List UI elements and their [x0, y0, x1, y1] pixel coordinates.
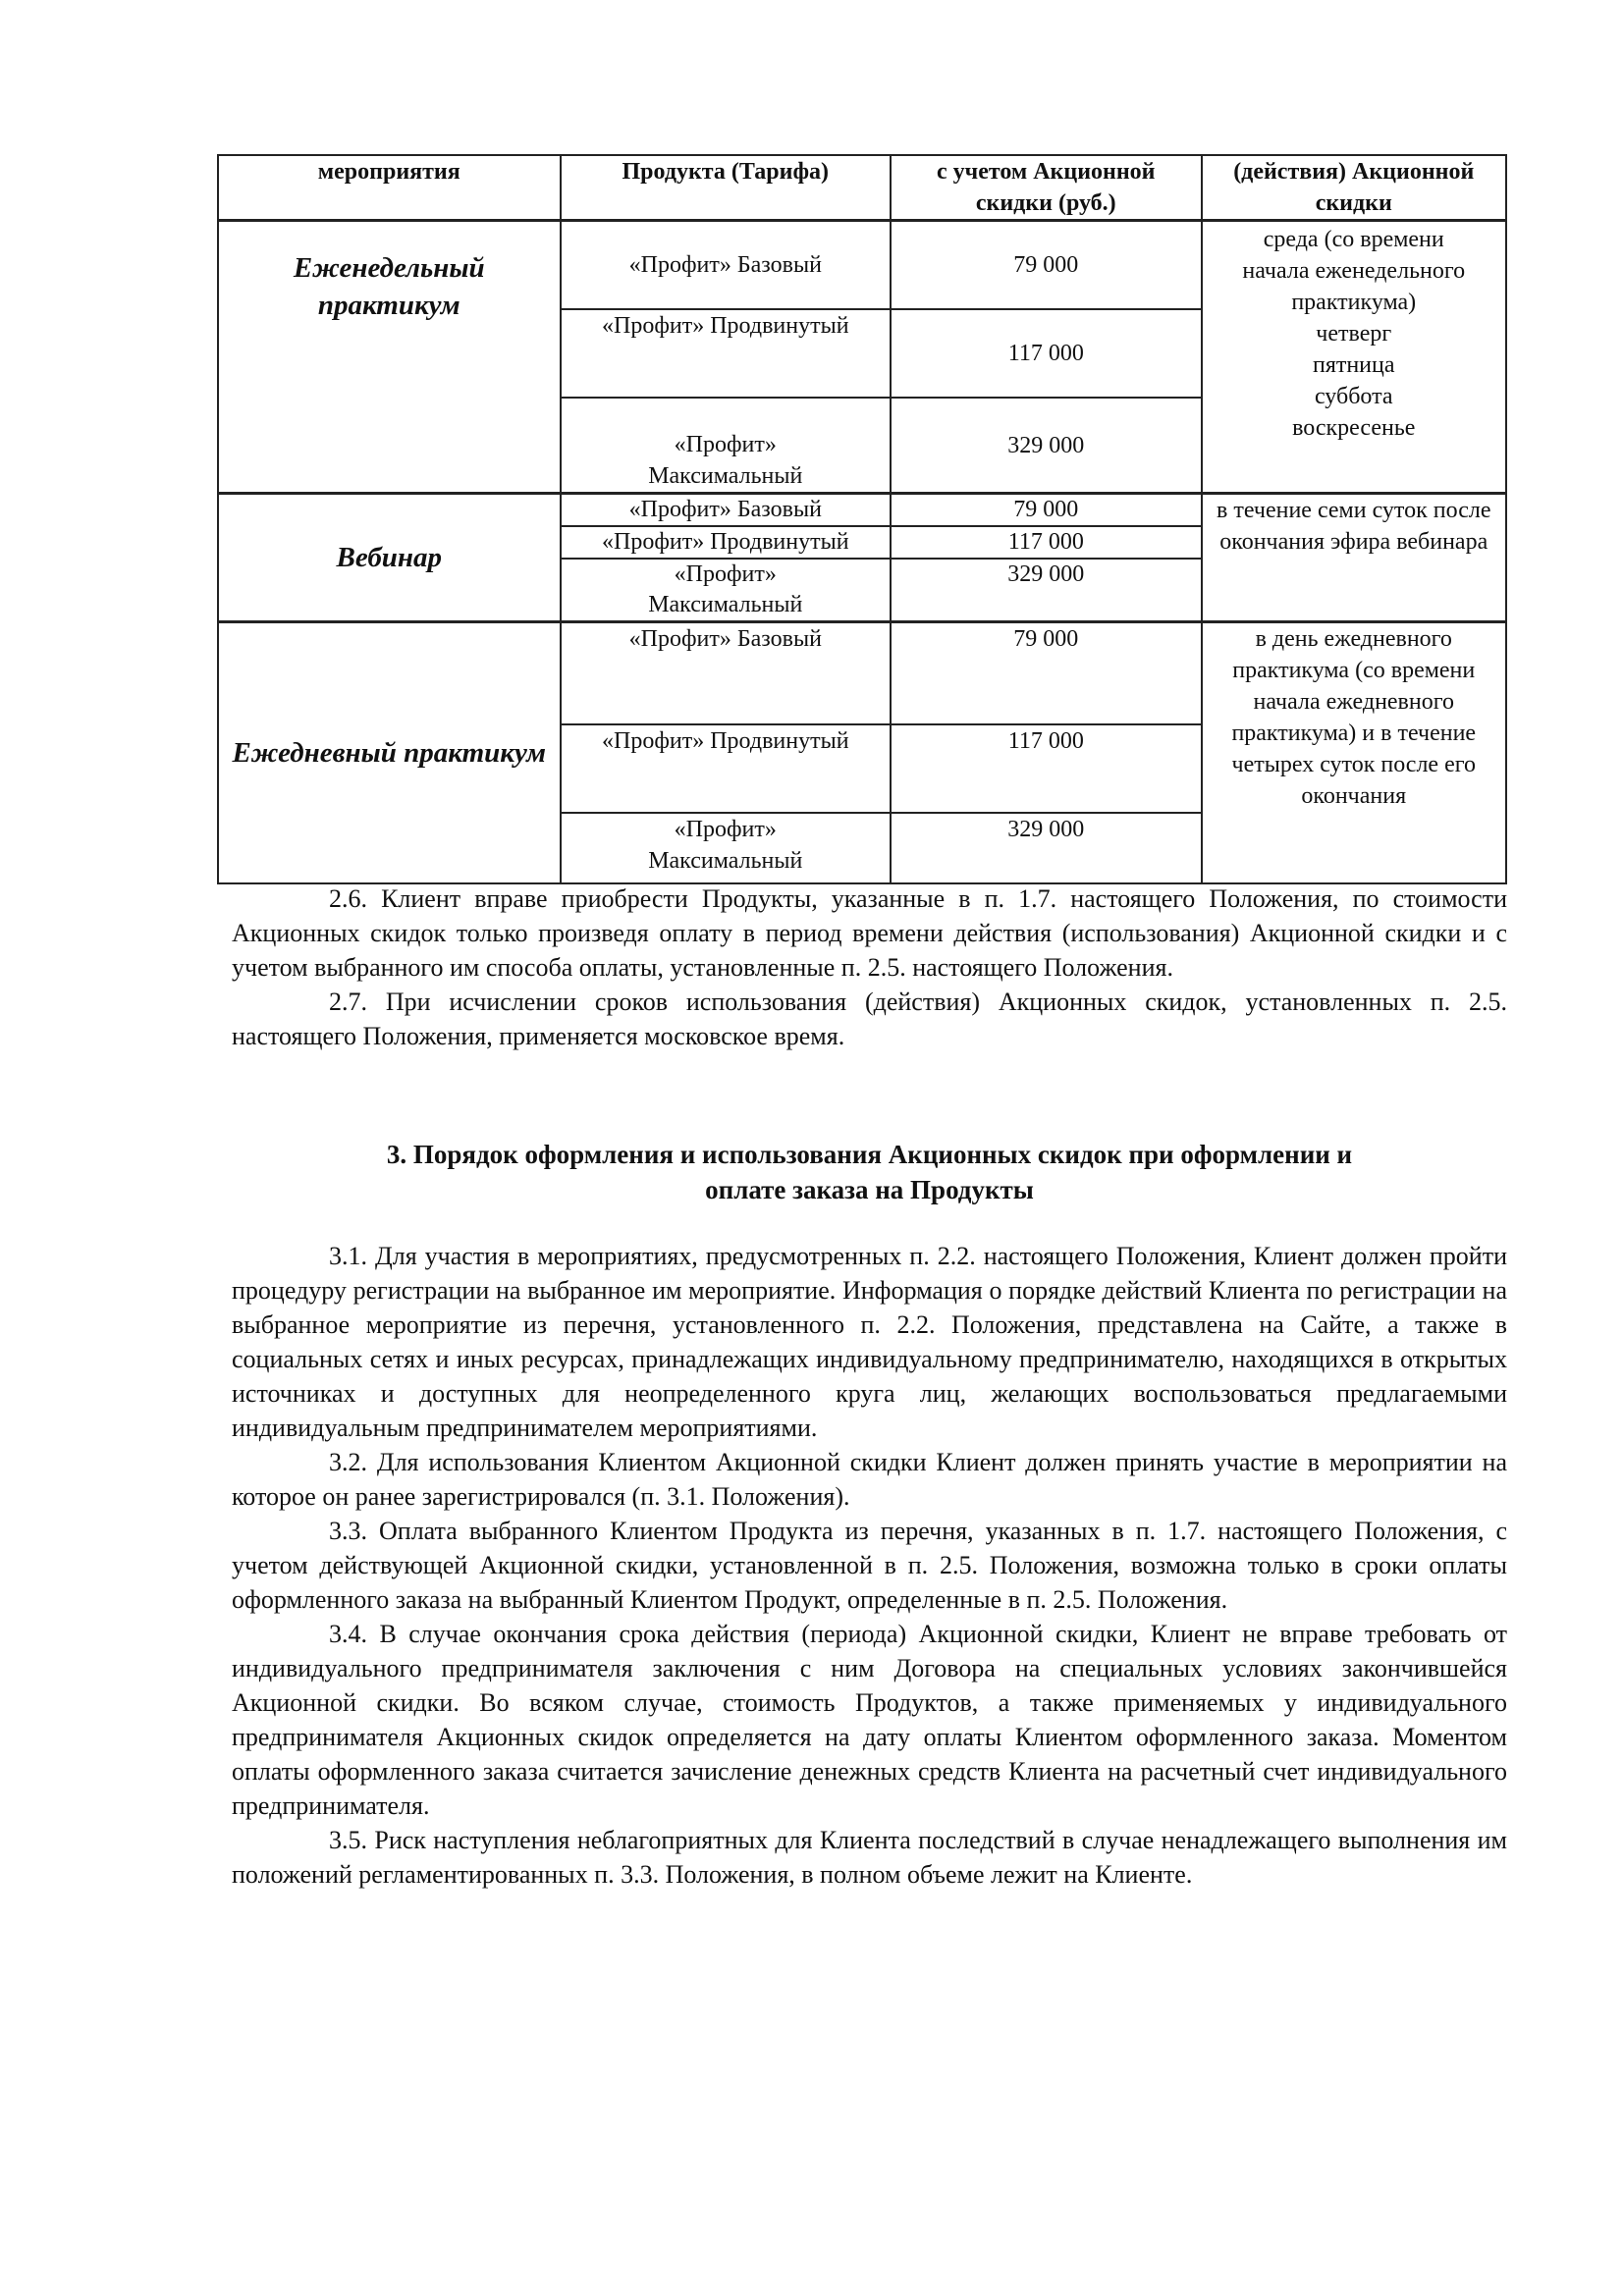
table-row: [218, 221, 1506, 310]
header-event: мероприятия: [218, 155, 561, 221]
event-weekly: Еженедельный практикум: [218, 221, 561, 494]
section-3-text: [232, 1239, 1507, 1892]
price-cell: 329 000: [891, 398, 1201, 494]
section-3-heading: [232, 1137, 1507, 1207]
paragraph-3-1: 3.1. Для участия в мероприятиях, предусмотренных п. 2.2. настоящего Положения, Клиент должен пройти процедуру регистрации на выбранное им мероприятие. Информация о порядке действий Клиента по регистрации на выбранное мероприятие из перечня, установленного п. 2.2. Положения, представлена на Сайте, а также в социальных сетях и иных ресурсах, принадлежащих индивидуальному предпринимателю, находящихся в открытых источниках и доступных для неопределенного круга лиц, желающих воспользоваться предлагаемыми индивидуальным предпринимателем мероприятиями.: [232, 1242, 1507, 1442]
promo-discount-table: [217, 154, 1507, 884]
period-line: начала еженедельного: [1242, 258, 1466, 284]
section-2-text: [232, 881, 1507, 1053]
header-product: Продукта (Тарифа): [561, 155, 892, 221]
header-price: с учетом Акционной скидки (руб.): [891, 155, 1201, 221]
paragraph-3-4: 3.4. В случае окончания срока действия (периода) Акционной скидки, Клиент не вправе требовать от индивидуального предпринимателя заключения с ним Договора на специальных условиях закончившейся Акционной скидки. Во всяком случае, стоимость Продуктов, а также применяемых у индивидуального предпринимателя Акционных скидок определяется на дату оплаты Клиентом оформленного заказа. Моментом оплаты оформленного заказа считается зачисление денежных средств Клиента на расчетный счет индивидуального предпринимателя.: [232, 1620, 1507, 1820]
price-cell: 117 000: [891, 526, 1201, 559]
product-cell: «Профит» Продвинутый: [561, 526, 892, 559]
table-header-row: [218, 155, 1506, 221]
product-cell: «Профит» Базовый: [561, 221, 892, 310]
product-cell: «Профит» Базовый: [561, 622, 892, 725]
event-webinar: Вебинар: [218, 494, 561, 622]
price-cell: 329 000: [891, 559, 1201, 622]
table-row: [218, 622, 1506, 725]
price-cell: 117 000: [891, 724, 1201, 813]
product-cell: «Профит» Базовый: [561, 494, 892, 527]
period-weekly: [1202, 221, 1507, 494]
price-cell: 79 000: [891, 494, 1201, 527]
paragraph-3-3: 3.3. Оплата выбранного Клиентом Продукта из перечня, указанных в п. 1.7. настоящего Положения, с учетом действующей Акционной скидки, установленной в п. 2.5. Положения, возможна только в сроки оплаты оформленного заказа на выбранный Клиентом Продукт, определенные в п. 2.5. Положения.: [232, 1517, 1507, 1614]
table-row: [218, 494, 1506, 527]
period-daily: в день ежедневного практикума (со времени начала ежедневного практикума) и в течение четырех суток после его окончания: [1202, 622, 1507, 884]
paragraph-3-5: 3.5. Риск наступления неблагоприятных для Клиента последствий в случае ненадлежащего выполнения им положений регламентированных п. 3.3. Положения, в полном объеме лежит на Клиенте.: [232, 1826, 1507, 1889]
event-daily: Ежедневный практикум: [218, 622, 561, 884]
period-line: практикума): [1291, 290, 1417, 315]
price-cell: 329 000: [891, 813, 1201, 883]
price-cell: 117 000: [891, 309, 1201, 398]
paragraph-2-6: 2.6. Клиент вправе приобрести Продукты, указанные в п. 1.7. настоящего Положения, по стоимости Акционных скидок только произведя оплату в период времени действия (использования) Акционной скидки и с учетом выбранного им способа оплаты, установленные п. 2.5. настоящего Положения.: [232, 884, 1507, 982]
product-cell: «Профит» Максимальный: [561, 398, 892, 494]
header-period: (действия) Акционной скидки: [1202, 155, 1507, 221]
price-cell: 79 000: [891, 221, 1201, 310]
paragraph-2-7: 2.7. При исчислении сроков использования (действия) Акционных скидок, установленных п. 2.5. настоящего Положения, применяется московское время.: [232, 988, 1507, 1050]
product-cell: «Профит» Максимальный: [561, 559, 892, 622]
product-cell: «Профит» Продвинутый: [561, 309, 892, 398]
paragraph-3-2: 3.2. Для использования Клиентом Акционной скидки Клиент должен принять участие в мероприятии на которое он ранее зарегистрировался (п. 3.1. Положения).: [232, 1448, 1507, 1511]
product-cell: «Профит» Максимальный: [561, 813, 892, 883]
heading-line-2: оплате заказа на Продукты: [705, 1175, 1034, 1204]
period-webinar: в течение семи суток после окончания эфира вебинара: [1202, 494, 1507, 622]
product-cell: «Профит» Продвинутый: [561, 724, 892, 813]
price-cell: 79 000: [891, 622, 1201, 725]
period-line: воскресенье: [1292, 415, 1416, 441]
heading-line-1: 3. Порядок оформления и использования Акционных скидок при оформлении и: [386, 1140, 1353, 1169]
period-line: пятница: [1312, 352, 1395, 378]
period-line: четверг: [1316, 321, 1392, 347]
period-line: суббота: [1314, 384, 1393, 409]
period-line: среда (со времени: [1263, 227, 1444, 252]
